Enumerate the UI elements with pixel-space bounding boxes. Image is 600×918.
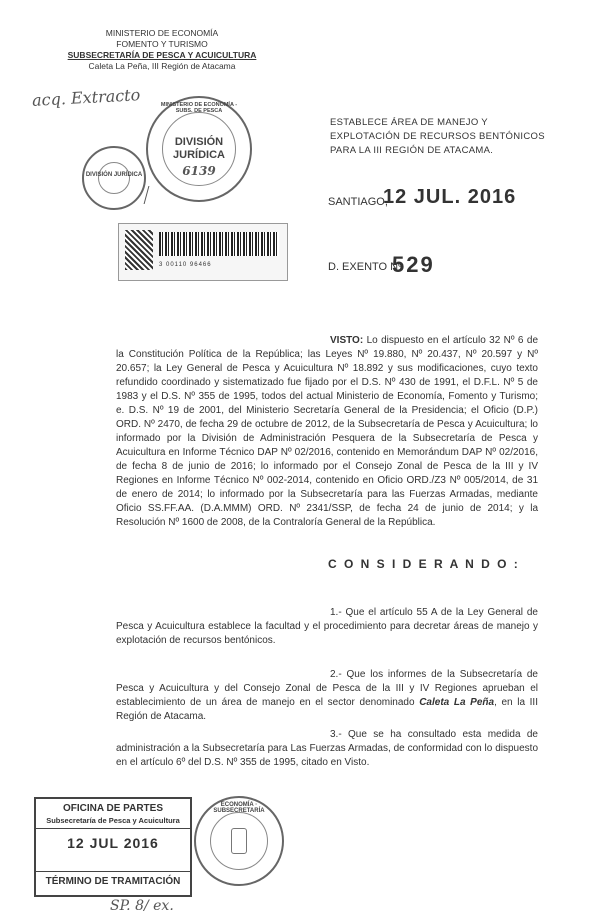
location-line: Caleta La Peña, III Región de Atacama — [88, 61, 236, 71]
ministry-line-2: FOMENTO Y TURISMO — [116, 39, 208, 49]
coat-of-arms-icon — [231, 828, 247, 854]
considerando-item-2 — [116, 668, 538, 724]
decree-number: 529 — [392, 252, 435, 277]
seal-number: 6139 — [182, 164, 216, 178]
visto-label: VISTO: — [330, 335, 364, 346]
bottom-seal-text: ECONOMÍA · SUBSECRETARÍA — [213, 802, 265, 814]
place-label: SANTIAGO, — [328, 196, 388, 208]
stamp-office-subtitle: Subsecretaría de Pesca y Acuicultura — [36, 816, 190, 829]
considerando-item-1 — [116, 606, 538, 648]
ministry-line-1: MINISTERIO DE ECONOMÍA — [105, 28, 219, 38]
document-subject: ESTABLECE ÁREA DE MANEJO Y EXPLOTACIÓN DE RECURSOS BENTÓNICOS PARA LA III REGIÓN DE ATACAMA. — [330, 117, 545, 156]
bottom-seal — [194, 796, 284, 886]
decree-label: D. EXENTO Nº — [328, 261, 403, 273]
considerando-text-2: 2.- Que los informes de la Subsecretaría de Pesca y Acuicultura y del Consejo Zonal de Pesca de la III y IV Regiones aprueban el establecimiento de un área de manejo en el sector denominado — [116, 669, 538, 708]
signature-mark — [144, 186, 164, 204]
barcode-icon — [159, 232, 279, 256]
seal-title-1: DIVISIÓN — [174, 136, 224, 148]
seal-ring-text: MINISTERIO DE ECONOMÍA - SUBS. DE PESCA — [160, 102, 238, 114]
considerando-text-2-end: , en la III Región de Atacama. — [116, 697, 538, 722]
small-seal — [82, 146, 146, 210]
considerando-heading: C O N S I D E R A N D O : — [328, 557, 520, 571]
subsecretaria-line: SUBSECRETARÍA DE PESCA Y ACUICULTURA — [67, 50, 257, 60]
considerando-item-3 — [116, 728, 538, 770]
stamp-footer: TÉRMINO DE TRAMITACIÓN — [36, 871, 190, 887]
qr-code-icon — [125, 230, 153, 270]
caleta-name: Caleta La Peña — [419, 697, 495, 708]
barcode-sticker — [118, 223, 288, 281]
barcode-number: 3 00110 96466 — [159, 262, 212, 268]
oficina-partes-stamp — [34, 797, 192, 897]
document-date: 12 JUL. 2016 — [383, 186, 517, 208]
visto-section — [116, 334, 538, 530]
footer-handwritten: SP. 8/ ex. — [110, 898, 174, 914]
small-seal-text: DIVISIÓN JURÍDICA — [85, 172, 143, 178]
stamp-office-title: OFICINA DE PARTES — [62, 803, 163, 814]
ministry-header — [62, 28, 262, 72]
handwritten-note: acq. Extracto — [31, 85, 141, 110]
seal-title-2: JURÍDICA — [173, 149, 225, 161]
considerando-text-1: 1.- Que el artículo 55 A de la Ley General de Pesca y Acuicultura establece la facultad y el procedimiento para decretar áreas de manejo y explotación de recursos bentónicos. — [116, 607, 538, 646]
considerando-text-3: 3.- Que se ha consultado esta medida de administración a la Subsecretaría para Las Fuerzas Armadas, de conformidad con lo dispuesto en el artículo 6º del D.S. Nº 355 de 1995, citado en Visto. — [116, 729, 538, 768]
stamp-date: 12 JUL 2016 — [67, 835, 159, 851]
visto-text: Lo dispuesto en el artículo 32 Nº 6 de la Constitución Política de la República; las Leyes Nº 19.880, Nº 20.437, Nº 20.597 y Nº 20.657; la Ley General de Pesca y Acuicultura Nº 18.892 y sus modificaciones, cuyo texto refundido coordinado y sistematizado fue fijado por el D.S. Nº 430 de 1991, el D.F.L. Nº 5 de 1983 y el D.S. Nº 355 de 1995, todos del actual Ministerio de Economía, Fomento y Turismo; e. D.S. Nº 19 de 2001, del Ministerio Secretaría General de la Presidencia; el Oficio (D.P.) ORD. Nº 2470, de fecha 29 de octubre de 2012, de la Subsecretaría de Pesca y Acuicultura; lo informado por la División de Administración Pesquera de la Subsecretaría de Pesca y Acuicultura en Informe Técnico DAP Nº 02/2016, contenido en Memorándum DAP Nº 02/2016, de fecha 8 de junio de 2016; lo informado por el Consejo Zonal de Pesca de la III y IV Regiones en Informe Técnico Nº 002-2014, contenido en Oficio ORD./Z3 Nº 005/2014, de 31 de enero de 2014; lo informado por la Subsecretaría para las Fuerzas Armadas, mediante Oficio SS.FF.AA. (D.A.MMM) ORD. Nº 2341/SSP, de fecha 24 de junio de 2014; y la Resolución Nº 1600 de 2008, de la Contraloría General de la República. — [116, 335, 539, 528]
division-juridica-seal — [146, 96, 252, 202]
